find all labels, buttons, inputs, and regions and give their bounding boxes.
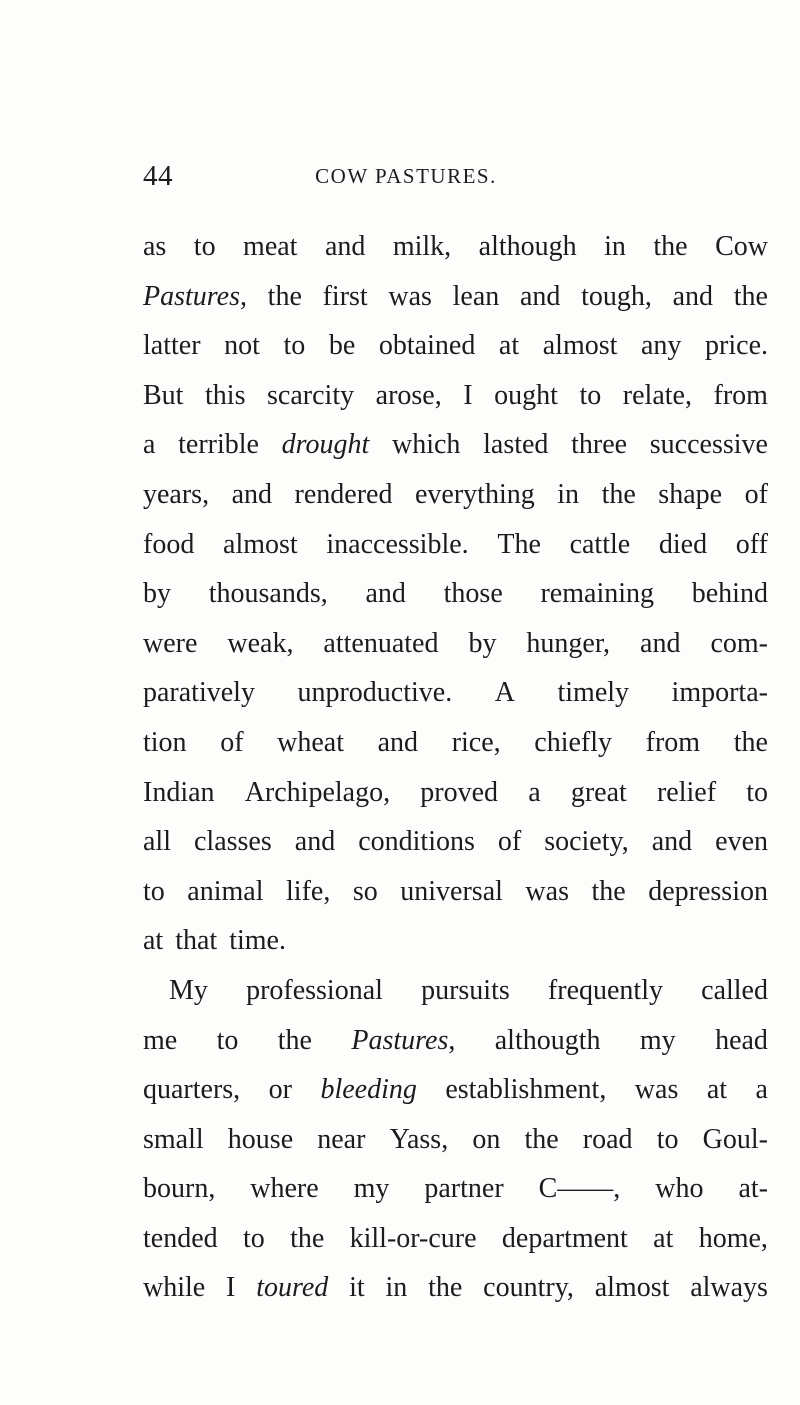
text-line: me to the Pastures, althougth my head [143,1024,768,1056]
body-text [143,222,768,1313]
text-line: small house near Yass, on the road to Goul- [143,1123,768,1155]
running-head [143,160,669,192]
text-line: by thousands, and those remaining behind [143,578,768,610]
text-line: as to meat and milk, although in the Cow [143,231,768,262]
text-line: tended to the kill-or-cure department at home, [143,1222,768,1254]
text-line: paratively unproductive. A timely importa- [143,677,768,709]
text-line: years, and rendered everything in the shape of [143,478,768,510]
text-line: Indian Archipelago, proved a great relief to [143,776,768,808]
text-line: were weak, attenuated by hunger, and com- [143,627,768,659]
text-line: a terrible drought which lasted three successive [143,429,768,461]
text-line: My professional pursuits frequently called [169,974,768,1006]
text-line: to animal life, so universal was the depression [143,875,768,907]
running-title: COW PASTURES. [315,164,497,188]
text-line: Pastures, the first was lean and tough, and the [143,280,768,312]
text-line: But this scarcity arose, I ought to relate, from [143,379,768,411]
text-line: all classes and conditions of society, and even [143,826,768,858]
text-line: food almost inaccessible. The cattle died off [143,528,768,560]
text-line: at that time. [143,925,286,957]
text-line: tion of wheat and rice, chiefly from the [143,726,768,758]
text-line: while I toured it in the country, almost always [143,1272,768,1304]
text-line: latter not to be obtained at almost any price. [143,330,768,362]
page-number: 44 [143,160,173,192]
text-line: quarters, or bleeding establishment, was at a [143,1074,768,1106]
text-line: bourn, where my partner C——, who at- [143,1173,768,1205]
